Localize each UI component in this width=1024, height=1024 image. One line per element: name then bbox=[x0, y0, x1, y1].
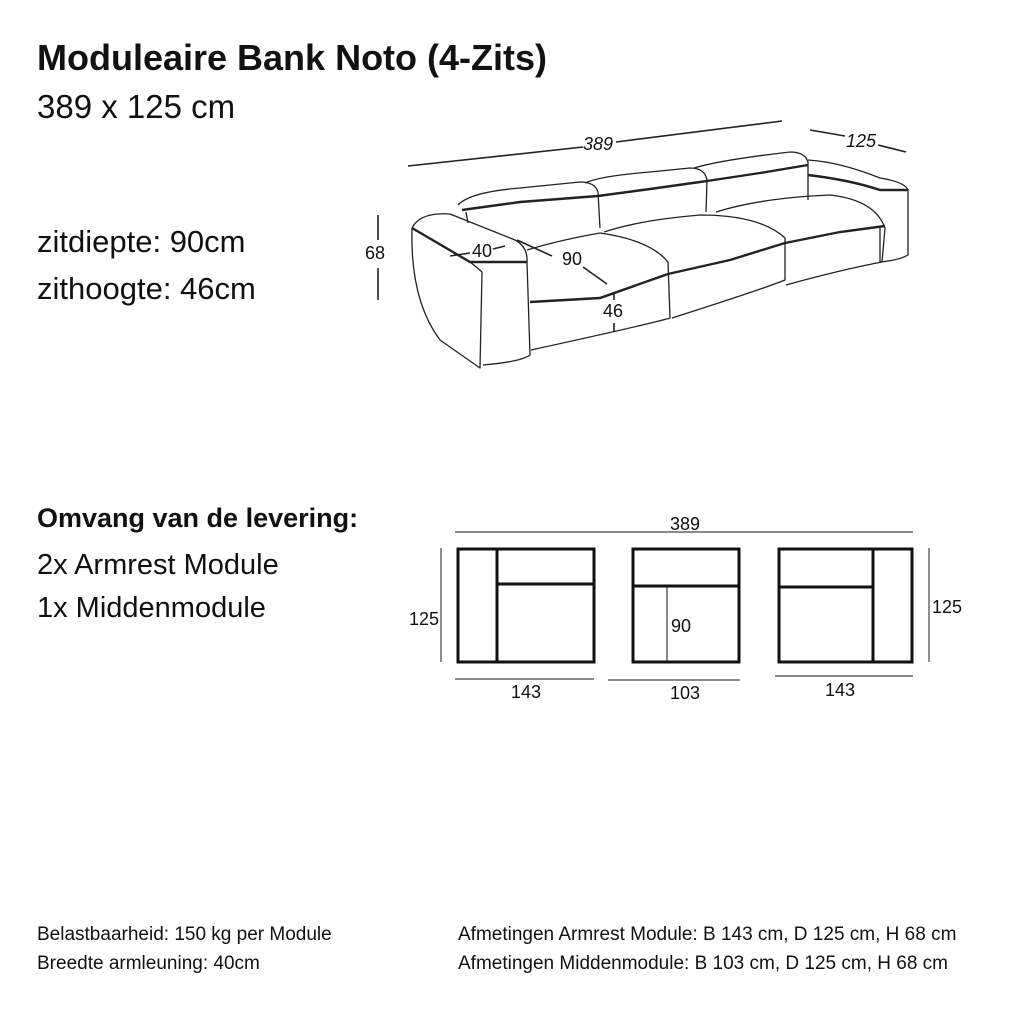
delivery-item: 2x Armrest Module bbox=[37, 549, 279, 581]
armrest-module-dimensions: Afmetingen Armrest Module: B 143 cm, D 125 cm, H 68 cm bbox=[458, 924, 957, 945]
plan-width-right: 143 bbox=[824, 680, 856, 700]
seat-height-spec: zithoogte: 46cm bbox=[37, 271, 256, 306]
plan-depth-left: 125 bbox=[408, 609, 440, 629]
page-title: Moduleaire Bank Noto (4-Zits) bbox=[37, 37, 548, 78]
plan-depth-right: 125 bbox=[931, 597, 963, 617]
delivery-item: 1x Middenmodule bbox=[37, 592, 266, 624]
middle-module-dimensions: Afmetingen Middenmodule: B 103 cm, D 125 cm, H 68 cm bbox=[458, 953, 949, 974]
seat-depth-spec: zitdiepte: 90cm bbox=[37, 224, 246, 259]
sofa-dimension-lines bbox=[378, 121, 906, 332]
sofa-width-label: 389 bbox=[582, 134, 614, 154]
seat-depth-label: 90 bbox=[561, 249, 583, 269]
arm-width-label: 40 bbox=[471, 241, 493, 261]
overall-dimensions: 389 x 125 cm bbox=[37, 88, 236, 125]
load-capacity: Belastbaarheid: 150 kg per Module bbox=[37, 924, 332, 945]
delivery-heading: Omvang van de levering: bbox=[37, 503, 359, 533]
plan-seat-depth: 90 bbox=[670, 616, 692, 636]
sofa-height-label: 68 bbox=[364, 243, 386, 263]
seat-height-label: 46 bbox=[602, 301, 624, 321]
plan-width-left: 143 bbox=[510, 682, 542, 702]
sofa-depth-label: 125 bbox=[845, 131, 877, 151]
arm-width: Breedte armleuning: 40cm bbox=[37, 953, 260, 974]
plan-total-width: 389 bbox=[669, 514, 701, 534]
plan-width-middle: 103 bbox=[669, 683, 701, 703]
